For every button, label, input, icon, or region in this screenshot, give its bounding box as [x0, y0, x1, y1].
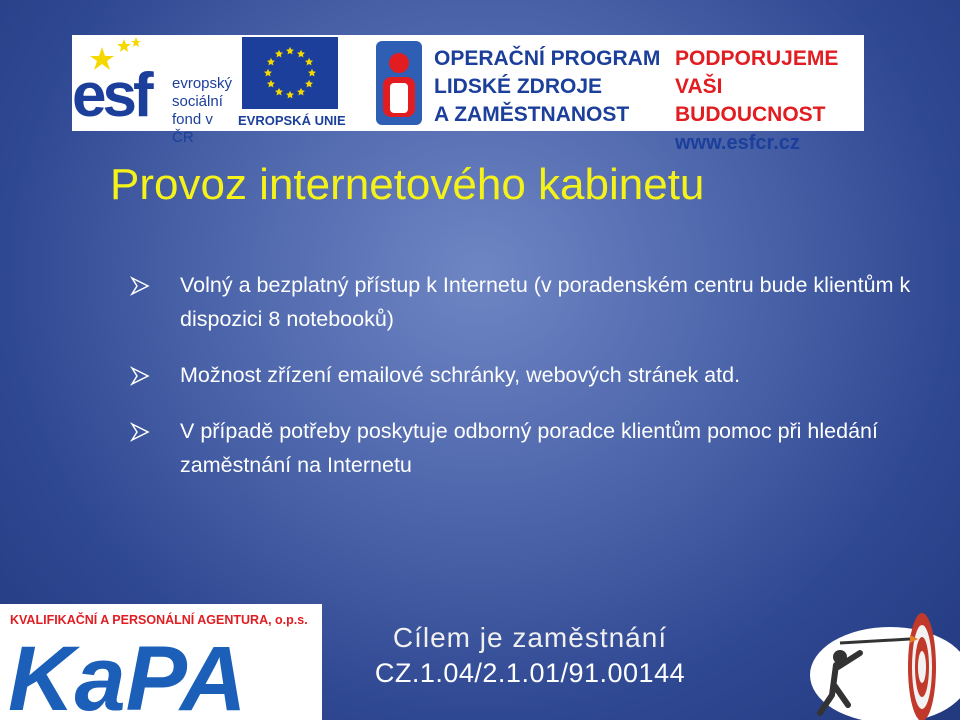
- logo-banner: [72, 35, 864, 154]
- footer-motto: [300, 622, 760, 689]
- arrowhead-bullet-icon: [130, 276, 150, 296]
- arrowhead-bullet-icon: [130, 366, 150, 386]
- op-figure-icon: [370, 37, 428, 129]
- esf-url: www.esfcr.cz: [675, 132, 800, 154]
- esf-logo: [72, 35, 236, 146]
- bullet-item: Volný a bezplatný přístup k Internetu (v poradenském centru bude klientům k dispozici 8 notebooků): [130, 268, 930, 336]
- bullet-item: V případě potřeby poskytuje odborný poradce klientům pomoc při hledání zaměstnání na Internetu: [130, 414, 930, 482]
- eu-label: EVROPSKÁ UNIE: [238, 113, 346, 128]
- kapa-caption: KVALIFIKAČNÍ A PERSONÁLNÍ AGENTURA, o.p.s.: [10, 613, 308, 627]
- kapa-logo: [0, 604, 322, 720]
- bullet-list: [130, 268, 930, 504]
- eu-flag-icon: [242, 37, 338, 109]
- arrowhead-bullet-icon: [130, 422, 150, 442]
- motto-text: Cílem je zaměstnání: [392, 622, 668, 653]
- slide-title: Provoz internetového kabinetu: [110, 160, 705, 209]
- target-illustration-icon: [780, 605, 960, 720]
- kapa-logo-text: KaPA: [8, 628, 247, 720]
- bullet-item: Možnost zřízení emailové schránky, webových stránek atd.: [130, 358, 930, 392]
- kapa-logo-mark: [8, 628, 314, 720]
- esf-caption: evropský sociální fond v ČR: [172, 75, 233, 146]
- op-program-text: OPERAČNÍ PROGRAM LIDSKÉ ZDROJE A ZAMĚSTNANOST: [434, 47, 661, 126]
- support-slogan: PODPORUJEME VAŠI BUDOUCNOST www.esfcr.cz: [675, 45, 864, 157]
- esf-wordmark: esf: [72, 61, 150, 130]
- project-code: CZ.1.04/2.1.01/91.00144: [374, 658, 686, 688]
